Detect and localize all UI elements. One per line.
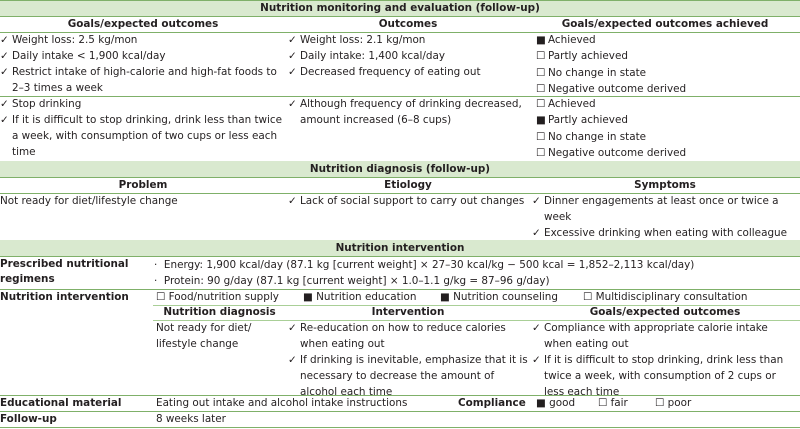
outcome-item: ✓ Although frequency of drinking decreased, amount increased (6–8 cups) xyxy=(288,98,522,126)
checkbox-icon: ☐ xyxy=(536,82,546,95)
check-icon: ✓ xyxy=(0,34,9,46)
check-icon: ✓ xyxy=(0,114,9,126)
subheader-diagnosis: Nutrition diagnosis xyxy=(163,306,276,318)
goal-item: ✓ Restrict intake of high-calorie and high-fat foods to 2–3 times a week xyxy=(0,66,277,94)
compliance-good: ■ good xyxy=(536,397,576,409)
group2-goals xyxy=(0,96,284,160)
divider xyxy=(0,411,800,412)
achieved-option: ☐ Negative outcome derived xyxy=(536,145,796,161)
checkbox-icon: ☐ xyxy=(536,130,546,143)
achieved-option: ☐ No change in state xyxy=(536,129,796,145)
group1-goals xyxy=(0,32,282,96)
subheader-intervention: Intervention xyxy=(371,306,445,318)
achieved-option: ☐ No change in state xyxy=(536,65,796,81)
header-outcomes: Outcomes xyxy=(378,18,438,30)
checkbox-icon: ■ xyxy=(440,291,450,303)
sub-goals xyxy=(532,320,796,400)
checkbox-icon: ☐ xyxy=(536,50,546,63)
regimen-line: · Energy: 1,900 kcal/day (87.1 kg [current weight] × 27–30 kcal/kg − 500 kcal = 1,852–2,113 kcal/day) xyxy=(154,259,695,271)
bullet-icon: · xyxy=(154,275,158,287)
goal-item: ✓ If it is difficult to stop drinking, drink less than twice a week, with consumption of 2 cups or less each time xyxy=(532,354,784,398)
achieved-option: ■ Partly achieved xyxy=(536,112,796,128)
followup-value: 8 weeks later xyxy=(156,413,226,425)
intervention-item: ✓ If drinking is inevitable, emphasize that it is necessary to decrease the amount of alcohol each time xyxy=(288,354,528,398)
achieved-option: ☐ Partly achieved xyxy=(536,48,796,64)
option-multidisciplinary: ☐ Multidisciplinary consultation xyxy=(583,291,748,303)
checkbox-icon: ■ xyxy=(303,291,313,303)
check-icon: ✓ xyxy=(288,34,297,46)
option-food-supply: ☐ Food/nutrition supply xyxy=(156,291,279,303)
checkbox-icon: ☐ xyxy=(536,66,546,79)
monitoring-title: Nutrition monitoring and evaluation (follow-up) xyxy=(0,0,800,16)
check-icon: ✓ xyxy=(288,354,297,366)
outcome-item: ✓ Weight loss: 2.1 kg/mon xyxy=(288,34,426,46)
goal-item: ✓ Compliance with appropriate calorie intake when eating out xyxy=(532,322,768,350)
outcome-item: ✓ Daily intake: 1,400 kcal/day xyxy=(288,50,445,62)
checkbox-icon: ☐ xyxy=(156,291,166,303)
group1-achieved xyxy=(536,32,796,97)
header-symptoms: Symptoms xyxy=(634,179,696,191)
check-icon: ✓ xyxy=(532,227,541,239)
check-icon: ✓ xyxy=(532,322,541,334)
checkbox-icon: ☐ xyxy=(536,98,546,110)
diagnosis-problem: Not ready for diet/lifestyle change xyxy=(0,195,178,207)
option-education: ■ Nutrition education xyxy=(303,291,417,303)
educational-label: Educational material xyxy=(0,397,122,409)
divider xyxy=(0,427,800,428)
group1-outcomes xyxy=(288,32,528,80)
header-etiology: Etiology xyxy=(384,179,432,191)
checkbox-icon: ■ xyxy=(536,34,546,46)
diagnosis-etiology: ✓ Lack of social support to carry out changes xyxy=(288,195,525,207)
followup-label: Follow-up xyxy=(0,413,57,425)
regimen-label: Prescribed nutritional regimens xyxy=(0,258,129,285)
check-icon: ✓ xyxy=(532,354,541,366)
check-icon: ✓ xyxy=(0,66,9,78)
compliance-poor: ☐ poor xyxy=(655,397,692,409)
check-icon: ✓ xyxy=(288,195,297,207)
intervention-title: Nutrition intervention xyxy=(0,240,800,256)
check-icon: ✓ xyxy=(0,50,9,62)
checkbox-icon: ■ xyxy=(536,114,546,127)
goal-item: ✓ Daily intake < 1,900 kcal/day xyxy=(0,50,166,62)
check-icon: ✓ xyxy=(532,195,541,207)
outcome-item: ✓ Decreased frequency of eating out xyxy=(288,66,481,78)
checkbox-icon: ☐ xyxy=(536,146,546,159)
group2-achieved xyxy=(536,96,796,161)
option-counseling: ■ Nutrition counseling xyxy=(440,291,558,303)
sub-interventions xyxy=(288,320,528,400)
symptom-item: ✓ Dinner engagements at least once or twice a week xyxy=(532,195,779,223)
goal-item: ✓ Weight loss: 2.5 kg/mon xyxy=(0,34,138,46)
sub-diagnosis: Not ready for diet/ lifestyle change xyxy=(156,322,252,350)
group2-outcomes xyxy=(288,96,528,128)
intervention-item: ✓ Re-education on how to reduce calories when eating out xyxy=(288,322,506,350)
diagnosis-title: Nutrition diagnosis (follow-up) xyxy=(0,161,800,177)
educational-value: Eating out intake and alcohol intake instructions xyxy=(156,397,408,409)
header-goals: Goals/expected outcomes xyxy=(67,18,219,30)
goal-item: ✓ Stop drinking xyxy=(0,98,82,110)
compliance-fair: ☐ fair xyxy=(598,397,628,409)
regimen-line: · Protein: 90 g/day (87.1 kg [current weight] × 1.0–1.1 g/kg = 87–96 g/day) xyxy=(154,275,550,287)
check-icon: ✓ xyxy=(288,322,297,334)
header-problem: Problem xyxy=(118,179,168,191)
checkbox-icon: ☐ xyxy=(598,397,608,409)
bullet-icon: · xyxy=(154,259,158,271)
symptom-item: ✓ Excessive drinking when eating with colleague xyxy=(532,227,788,239)
goal-item: ✓ If it is difficult to stop drinking, drink less than twice a week, with consumption of two cups or less each time xyxy=(0,114,283,158)
divider xyxy=(0,0,800,1)
check-icon: ✓ xyxy=(288,66,297,78)
check-icon: ✓ xyxy=(288,98,297,110)
achieved-option: ■ Achieved xyxy=(536,32,796,48)
achieved-option: ☐ Negative outcome derived xyxy=(536,81,796,97)
checkbox-icon: ☐ xyxy=(655,397,665,409)
compliance-label: Compliance xyxy=(458,397,526,409)
check-icon: ✓ xyxy=(288,50,297,62)
check-icon: ✓ xyxy=(0,98,9,110)
checkbox-icon: ■ xyxy=(536,397,546,409)
checkbox-icon: ☐ xyxy=(583,291,593,303)
achieved-option: ☐ Achieved xyxy=(536,96,796,112)
intervention-label: Nutrition intervention xyxy=(0,291,129,303)
subheader-goals: Goals/expected outcomes xyxy=(589,306,741,318)
header-achieved: Goals/expected outcomes achieved xyxy=(561,18,769,30)
